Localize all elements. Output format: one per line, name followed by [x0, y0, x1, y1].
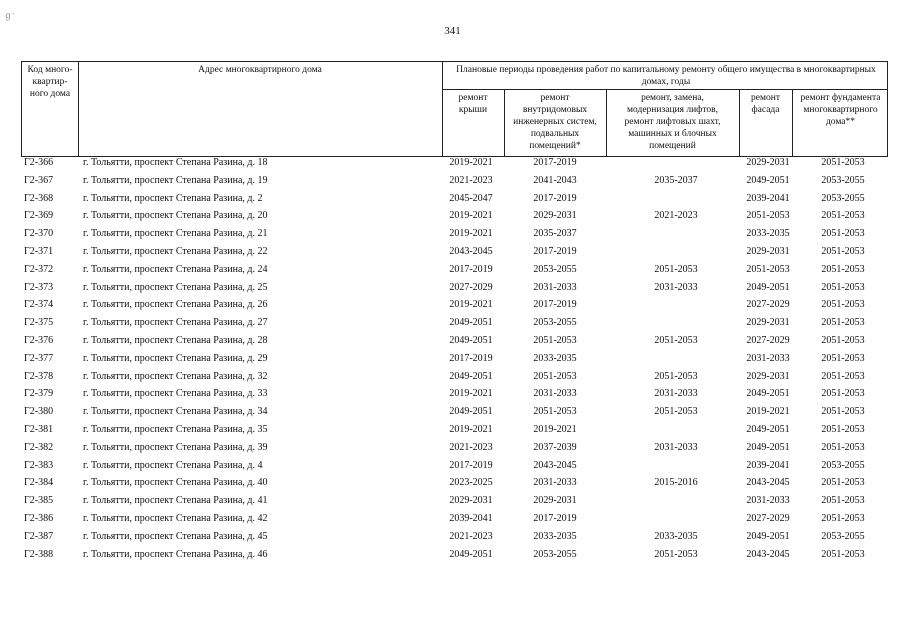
- cell-engineering: 2033-2035: [533, 530, 577, 542]
- cell-foundation: 2051-2053: [821, 495, 865, 507]
- table-row: [0, 334, 905, 352]
- cell-lifts: 2031-2033: [654, 388, 698, 400]
- cell-roof: 2017-2019: [449, 352, 493, 364]
- cell-foundation: 2051-2053: [821, 406, 865, 418]
- cell-engineering: 2043-2045: [533, 459, 577, 471]
- cell-facade: 2027-2029: [746, 335, 790, 346]
- cell-facade: 2029-2031: [746, 370, 790, 382]
- cell-address: г. Тольятти, проспект Степана Разина, д. 46: [83, 548, 268, 560]
- cell-address: г. Тольятти, проспект Степана Разина, д. 20: [83, 210, 268, 222]
- cell-roof: 2019-2021: [449, 210, 493, 222]
- cell-roof: 2017-2019: [449, 263, 493, 275]
- cell-foundation: 2051-2053: [821, 388, 865, 400]
- table-row: [0, 174, 905, 192]
- cell-lifts: 2051-2053: [654, 406, 698, 418]
- cell-roof: 2049-2051: [449, 317, 493, 329]
- header-lifts: ремонт, замена, модернизация лифтов, ремонт лифтовых шахт, машинных и блочных помещений: [624, 93, 721, 151]
- cell-address: г. Тольятти, проспект Степана Разина, д. 27: [83, 317, 268, 329]
- cell-foundation: 2051-2053: [821, 228, 865, 240]
- cell-roof: 2027-2029: [449, 281, 493, 293]
- table-row: [0, 352, 905, 370]
- cell-foundation: 2051-2053: [821, 424, 865, 435]
- cell-roof: 2045-2047: [449, 192, 493, 204]
- cell-code: Г2-372: [24, 263, 54, 275]
- cell-facade: 2049-2051: [746, 530, 790, 542]
- table-row: [0, 298, 905, 316]
- table-row: [0, 156, 905, 174]
- cell-roof: 2019-2021: [449, 299, 493, 311]
- table-row: [0, 476, 905, 494]
- cell-roof: 2019-2021: [449, 424, 493, 435]
- cell-engineering: 2019-2021: [533, 424, 577, 435]
- cell-lifts: 2021-2023: [654, 210, 698, 222]
- cell-facade: 2049-2051: [746, 424, 790, 435]
- cell-code: Г2-382: [24, 441, 54, 453]
- cell-code: Г2-373: [24, 281, 54, 293]
- header-engineering: ремонт внутридомовых инженерных систем, подвальных помещений*: [513, 93, 597, 151]
- cell-facade: 2039-2041: [746, 459, 790, 471]
- cell-code: Г2-386: [24, 513, 54, 524]
- header-planned-periods: Плановые периоды проведения работ по капитальному ремонту общего имущества в многоквартирных домах, годы: [456, 65, 876, 87]
- cell-lifts: 2051-2053: [654, 548, 698, 560]
- cell-code: Г2-387: [24, 530, 54, 542]
- cell-engineering: 2051-2053: [533, 370, 577, 382]
- table-row: [0, 512, 905, 530]
- cell-engineering: 2031-2033: [533, 477, 577, 489]
- cell-roof: 2023-2025: [449, 477, 493, 489]
- cell-facade: 2029-2031: [746, 246, 790, 257]
- table-row: [0, 316, 905, 334]
- cell-address: г. Тольятти, проспект Степана Разина, д. 25: [83, 281, 268, 293]
- table-row: [0, 245, 905, 263]
- cell-address: г. Тольятти, проспект Степана Разина, д. 39: [83, 441, 268, 453]
- cell-address: г. Тольятти, проспект Степана Разина, д. 2: [83, 192, 263, 204]
- cell-facade: 2029-2031: [746, 157, 790, 168]
- cell-foundation: 2053-2055: [821, 459, 865, 471]
- cell-address: г. Тольятти, проспект Степана Разина, д. 4: [83, 459, 263, 471]
- header-facade: ремонт фасада: [751, 93, 780, 115]
- cell-address: г. Тольятти, проспект Степана Разина, д. 33: [83, 388, 268, 400]
- page-number: 341: [444, 25, 461, 37]
- cell-facade: 2027-2029: [746, 513, 790, 524]
- cell-facade: 2051-2053: [746, 210, 790, 222]
- cell-address: г. Тольятти, проспект Степана Разина, д. 40: [83, 477, 268, 489]
- cell-code: Г2-375: [24, 317, 54, 329]
- cell-foundation: 2051-2053: [821, 352, 865, 364]
- scan-artifact-mark: ℊ·: [2, 8, 17, 22]
- table-header: [21, 61, 888, 157]
- cell-lifts: 2051-2053: [654, 370, 698, 382]
- table-row: [0, 370, 905, 388]
- cell-facade: 2029-2031: [746, 317, 790, 329]
- cell-foundation: 2051-2053: [821, 299, 865, 311]
- cell-roof: 2021-2023: [449, 174, 493, 186]
- cell-code: Г2-377: [24, 352, 54, 364]
- cell-foundation: 2051-2053: [821, 477, 865, 489]
- cell-engineering: 2053-2055: [533, 263, 577, 275]
- cell-engineering: 2017-2019: [533, 246, 577, 257]
- cell-engineering: 2017-2019: [533, 299, 577, 311]
- cell-roof: 2043-2045: [449, 246, 493, 257]
- table-row: [0, 281, 905, 299]
- cell-facade: 2031-2033: [746, 352, 790, 364]
- cell-foundation: 2051-2053: [821, 513, 865, 524]
- cell-code: Г2-384: [24, 477, 54, 489]
- table-row: [0, 227, 905, 245]
- cell-address: г. Тольятти, проспект Степана Разина, д. 26: [83, 299, 268, 311]
- table-row: [0, 441, 905, 459]
- cell-engineering: 2041-2043: [533, 174, 577, 186]
- cell-engineering: 2051-2053: [533, 335, 577, 346]
- cell-code: Г2-371: [24, 246, 54, 257]
- cell-roof: 2021-2023: [449, 441, 493, 453]
- cell-foundation: 2051-2053: [821, 210, 865, 222]
- cell-address: г. Тольятти, проспект Степана Разина, д. 29: [83, 352, 268, 364]
- cell-facade: 2049-2051: [746, 441, 790, 453]
- table-row: [0, 263, 905, 281]
- cell-roof: 2049-2051: [449, 335, 493, 346]
- cell-engineering: 2053-2055: [533, 548, 577, 560]
- header-code: Код много- квартир- ного дома: [27, 65, 73, 99]
- cell-foundation: 2051-2053: [821, 281, 865, 293]
- cell-foundation: 2053-2055: [821, 530, 865, 542]
- cell-code: Г2-381: [24, 424, 54, 435]
- cell-foundation: 2053-2055: [821, 192, 865, 204]
- cell-facade: 2051-2053: [746, 263, 790, 275]
- cell-code: Г2-379: [24, 388, 54, 400]
- cell-address: г. Тольятти, проспект Степана Разина, д. 22: [83, 246, 268, 257]
- cell-foundation: 2051-2053: [821, 157, 865, 168]
- cell-roof: 2021-2023: [449, 530, 493, 542]
- cell-engineering: 2031-2033: [533, 388, 577, 400]
- cell-lifts: 2031-2033: [654, 281, 698, 293]
- cell-foundation: 2051-2053: [821, 370, 865, 382]
- cell-code: Г2-369: [24, 210, 54, 222]
- cell-code: Г2-385: [24, 495, 54, 507]
- cell-roof: 2029-2031: [449, 495, 493, 507]
- table-row: [0, 423, 905, 441]
- cell-address: г. Тольятти, проспект Степана Разина, д. 24: [83, 263, 268, 275]
- cell-facade: 2049-2051: [746, 281, 790, 293]
- header-foundation: ремонт фундамента многоквартирного дома**: [800, 93, 881, 127]
- cell-address: г. Тольятти, проспект Степана Разина, д. 32: [83, 370, 268, 382]
- cell-address: г. Тольятти, проспект Степана Разина, д. 19: [83, 174, 268, 186]
- cell-facade: 2031-2033: [746, 495, 790, 507]
- cell-address: г. Тольятти, проспект Степана Разина, д. 28: [83, 335, 268, 346]
- cell-engineering: 2017-2019: [533, 192, 577, 204]
- cell-facade: 2027-2029: [746, 299, 790, 311]
- cell-code: Г2-370: [24, 228, 54, 240]
- cell-address: г. Тольятти, проспект Степана Разина, д. 34: [83, 406, 268, 418]
- cell-roof: 2049-2051: [449, 370, 493, 382]
- cell-code: Г2-380: [24, 406, 54, 418]
- cell-facade: 2043-2045: [746, 548, 790, 560]
- cell-address: г. Тольятти, проспект Степана Разина, д. 35: [83, 424, 268, 435]
- cell-code: Г2-383: [24, 459, 54, 471]
- cell-code: Г2-368: [24, 192, 54, 204]
- cell-roof: 2019-2021: [449, 388, 493, 400]
- cell-code: Г2-374: [24, 299, 54, 311]
- cell-lifts: 2033-2035: [654, 530, 698, 542]
- cell-roof: 2039-2041: [449, 513, 493, 524]
- cell-lifts: 2051-2053: [654, 263, 698, 275]
- table-row: [0, 494, 905, 512]
- cell-engineering: 2051-2053: [533, 406, 577, 418]
- cell-code: Г2-367: [24, 174, 54, 186]
- cell-foundation: 2051-2053: [821, 317, 865, 329]
- cell-lifts: 2015-2016: [654, 477, 698, 489]
- cell-roof: 2017-2019: [449, 459, 493, 471]
- cell-foundation: 2051-2053: [821, 246, 865, 257]
- cell-engineering: 2033-2035: [533, 352, 577, 364]
- table-row: [0, 459, 905, 477]
- cell-foundation: 2051-2053: [821, 548, 865, 560]
- header-address: Адрес многоквартирного дома: [198, 65, 322, 75]
- cell-engineering: 2037-2039: [533, 441, 577, 453]
- cell-code: Г2-366: [24, 157, 54, 168]
- cell-engineering: 2035-2037: [533, 228, 577, 240]
- cell-engineering: 2017-2019: [533, 157, 577, 168]
- header-roof: ремонт крыши: [458, 93, 488, 115]
- cell-lifts: 2051-2053: [654, 335, 698, 346]
- cell-facade: 2049-2051: [746, 388, 790, 400]
- cell-roof: 2049-2051: [449, 548, 493, 560]
- table-row: [0, 209, 905, 227]
- cell-facade: 2039-2041: [746, 192, 790, 204]
- table-row: [0, 548, 905, 566]
- cell-engineering: 2029-2031: [533, 495, 577, 507]
- cell-code: Г2-378: [24, 370, 54, 382]
- cell-code: Г2-388: [24, 548, 54, 560]
- cell-lifts: 2035-2037: [654, 174, 698, 186]
- cell-address: г. Тольятти, проспект Степана Разина, д. 41: [83, 495, 268, 507]
- cell-address: г. Тольятти, проспект Степана Разина, д. 42: [83, 513, 268, 524]
- cell-address: г. Тольятти, проспект Степана Разина, д. 21: [83, 228, 268, 240]
- cell-address: г. Тольятти, проспект Степана Разина, д. 45: [83, 530, 268, 542]
- cell-roof: 2049-2051: [449, 406, 493, 418]
- table-row: [0, 530, 905, 548]
- cell-foundation: 2051-2053: [821, 335, 865, 346]
- cell-roof: 2019-2021: [449, 157, 493, 168]
- cell-code: Г2-376: [24, 335, 54, 346]
- cell-lifts: 2031-2033: [654, 441, 698, 453]
- cell-engineering: 2029-2031: [533, 210, 577, 222]
- cell-engineering: 2031-2033: [533, 281, 577, 293]
- cell-facade: 2049-2051: [746, 174, 790, 186]
- cell-foundation: 2051-2053: [821, 441, 865, 453]
- cell-facade: 2033-2035: [746, 228, 790, 240]
- cell-address: г. Тольятти, проспект Степана Разина, д. 18: [83, 157, 268, 168]
- table-row: [0, 387, 905, 405]
- cell-roof: 2019-2021: [449, 228, 493, 240]
- cell-foundation: 2051-2053: [821, 263, 865, 275]
- cell-facade: 2043-2045: [746, 477, 790, 489]
- cell-engineering: 2053-2055: [533, 317, 577, 329]
- table-row: [0, 192, 905, 210]
- cell-foundation: 2053-2055: [821, 174, 865, 186]
- table-row: [0, 405, 905, 423]
- cell-facade: 2019-2021: [746, 406, 790, 418]
- cell-engineering: 2017-2019: [533, 513, 577, 524]
